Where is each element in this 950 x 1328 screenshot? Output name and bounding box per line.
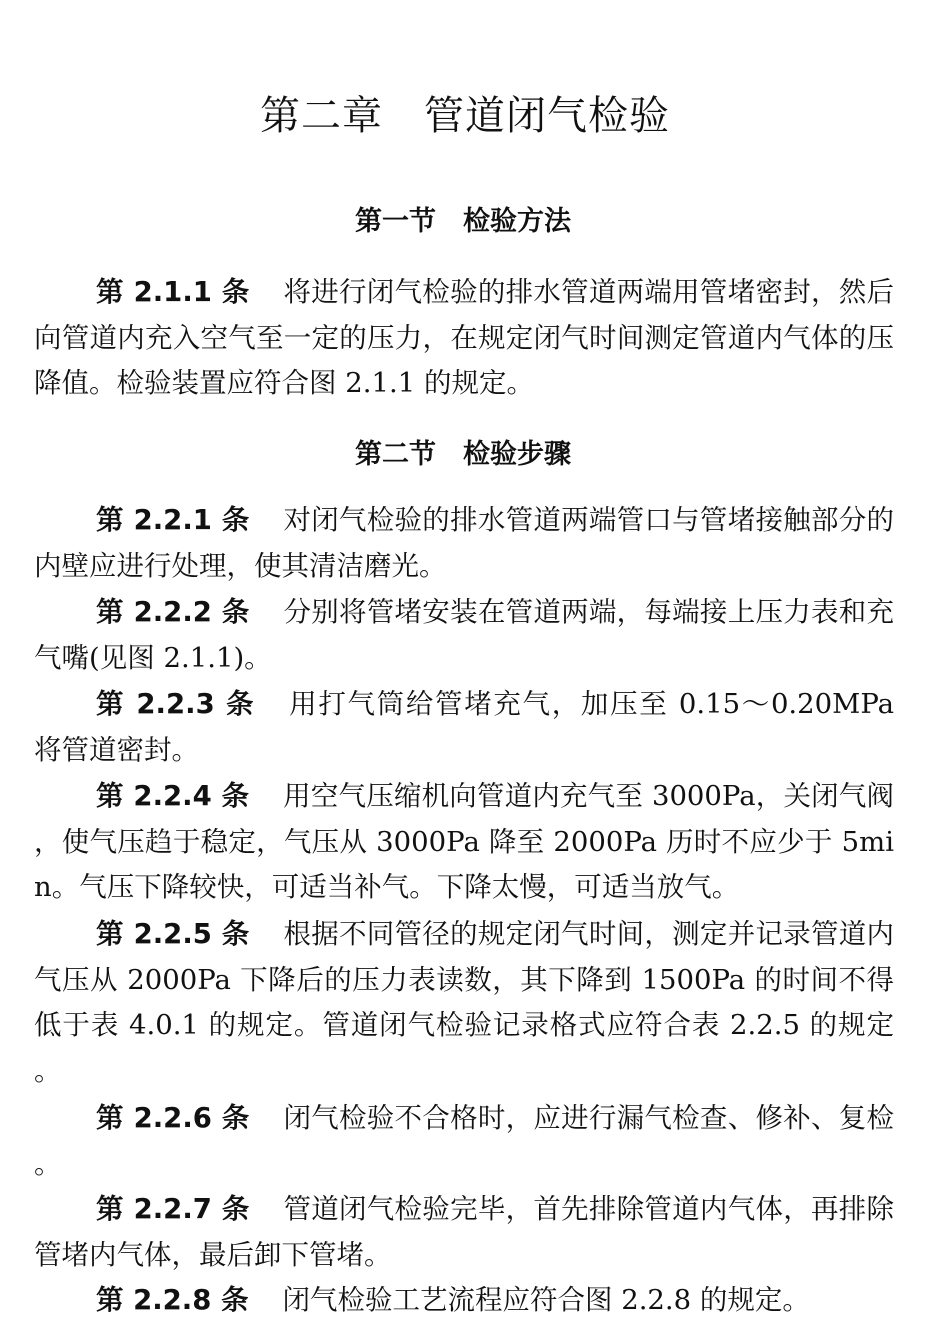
article-text: 管道闭气检验完毕，首先排除管道内气体，再排除管堵内气体，最后卸下管堵。 [34, 1193, 894, 1271]
article-number: 第 2.2.5 条 [96, 918, 250, 950]
article-number: 第 2.2.7 条 [96, 1193, 250, 1225]
article-number: 第 2.2.1 条 [96, 504, 250, 536]
article-2-2-7 [34, 1187, 894, 1278]
article-number: 第 2.1.1 条 [96, 276, 250, 308]
article-2-2-1 [34, 498, 894, 589]
article-2-2-8 [34, 1278, 894, 1324]
article-2-2-5 [34, 912, 894, 1094]
article-2-2-6 [34, 1096, 894, 1187]
article-text: 用空气压缩机向管道内充气至 3000Pa，关闭气阀，使气压趋于稳定，气压从 3000Pa 降至 2000Pa 历时不应少于 5min。气压下降较快，可适当补气。下降太慢，可适当放气。 [34, 780, 894, 903]
section-title-1: 第一节 检验方法 [355, 206, 571, 237]
article-number: 第 2.2.3 条 [96, 688, 256, 720]
article-text: 对闭气检验的排水管道两端管口与管堵接触部分的内壁应进行处理，使其清洁磨光。 [34, 504, 894, 582]
article-text: 根据不同管径的规定闭气时间，测定并记录管道内气压从 2000Pa 下降后的压力表读数，其下降到 1500Pa 的时间不得低于表 4.0.1 的规定。管道闭气检验记录格式应符合表 2.2.5 的规定。 [34, 918, 894, 1087]
article-2-2-2 [34, 590, 894, 681]
section-title-2: 第二节 检验步骤 [355, 439, 571, 470]
chapter-title: 第二章 管道闭气检验 [260, 93, 670, 139]
article-text: 闭气检验不合格时，应进行漏气检查、修补、复检。 [34, 1102, 894, 1180]
article-text: 用打气筒给管堵充气，加压至 0.15～0.20MPa 将管道密封。 [34, 688, 894, 766]
article-number: 第 2.2.4 条 [96, 780, 250, 812]
article-number: 第 2.2.2 条 [96, 596, 250, 628]
article-number: 第 2.2.8 条 [96, 1284, 249, 1316]
article-2-2-4 [34, 774, 894, 911]
article-2-2-3 [34, 682, 894, 773]
article-text: 闭气检验工艺流程应符合图 2.2.8 的规定。 [282, 1284, 810, 1316]
article-2-1-1 [34, 270, 894, 407]
article-text: 将进行闭气检验的排水管道两端用管堵密封，然后向管道内充入空气至一定的压力，在规定闭气时间测定管道内气体的压降值。检验装置应符合图 2.1.1 的规定。 [34, 276, 894, 399]
article-text: 分别将管堵安装在管道两端，每端接上压力表和充气嘴(见图 2.1.1)。 [34, 596, 894, 674]
article-number: 第 2.2.6 条 [96, 1102, 250, 1134]
